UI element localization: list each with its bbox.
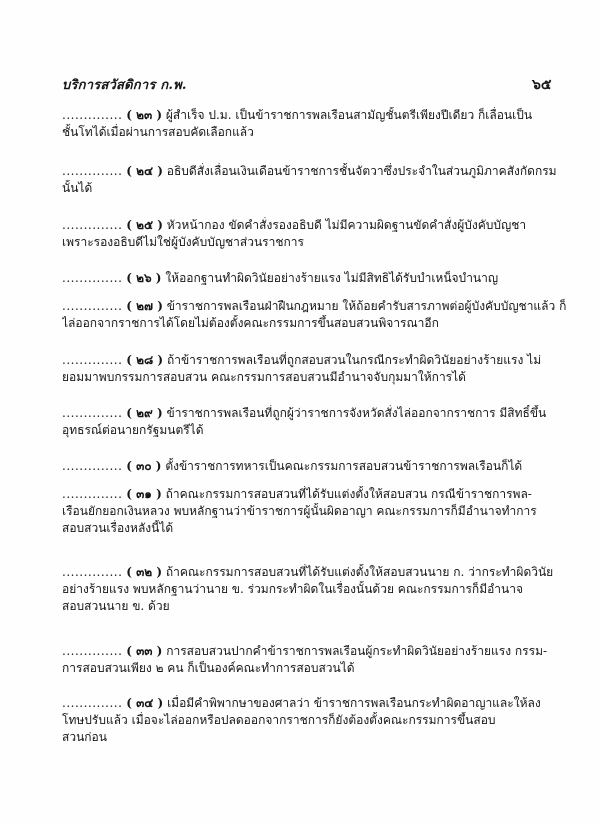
item-first-line <box>62 486 580 503</box>
question-item-29 <box>62 405 580 439</box>
item-text: ให้ออกฐานทำผิดวินัยอย่างร้ายแรง ไม่มีสิทธิได้รับบำเหน็จบำนาญ <box>165 271 499 285</box>
item-number: ( ๓๒ ) <box>126 565 163 579</box>
question-item-27 <box>62 298 580 332</box>
question-item-25 <box>62 217 580 251</box>
item-text: ถ้าคณะกรรมการสอบสวนที่ได้รับแต่งตั้งให้สอบสวน กรณีข้าราชการพล- <box>165 487 532 501</box>
item-first-line <box>62 643 580 660</box>
item-text: ข้าราชการพลเรือนที่ถูกผู้ว่าราชการจังหวัดสั่งไล่ออกจากราชการ มีสิทธิ์ขึ้น <box>166 406 547 420</box>
item-number: ( ๓๑ ) <box>126 487 162 501</box>
answer-blank: .............. <box>62 299 123 313</box>
item-continuation: นั้นได้ <box>62 181 93 195</box>
answer-blank: .............. <box>62 218 123 232</box>
answer-blank: .............. <box>62 353 123 367</box>
item-continuation: อุทธรณ์ต่อนายกรัฐมนตรีได้ <box>62 423 204 437</box>
item-continuation: ไล่ออกจากราชการได้โดยไม่ต้องตั้งคณะกรรมการขึ้นสอบสวนพิจารณาอีก <box>62 316 439 330</box>
item-number: ( ๒๘ ) <box>126 353 164 367</box>
item-continuation: โทษปรับแล้ว เมื่อจะไล่ออกหรือปลดออกจากราชการก็ยังต้องตั้งคณะกรรมการขึ้นสอบ <box>62 713 496 727</box>
answer-blank: .............. <box>62 644 123 658</box>
item-continuation: เพราะรองอธิบดีไม่ใช่ผู้บังคับบัญชาส่วนราชการ <box>62 235 304 249</box>
question-item-23 <box>62 107 580 141</box>
item-text: ตั้งข้าราชการทหารเป็นคณะกรรมการสอบสวนข้าราชการพลเรือนก็ได้ <box>165 459 523 473</box>
item-number: ( ๓๓ ) <box>126 644 163 658</box>
answer-blank: .............. <box>62 487 123 501</box>
item-continuation: การสอบสวนเพียง ๒ คน ก็เป็นองค์คณะทำการสอบสวนได้ <box>62 661 355 675</box>
item-first-line <box>62 107 580 124</box>
item-continuation: สวนก่อน <box>62 730 107 744</box>
answer-blank: .............. <box>62 459 123 473</box>
answer-blank: .............. <box>62 406 123 420</box>
item-text: ผู้สำเร็จ ป.ม. เป็นข้าราชการพลเรือนสามัญชั้นตรีเพียงปีเดียว ก็เลื่อนเป็น <box>165 108 533 122</box>
item-first-line <box>62 163 580 180</box>
item-continuation: เรือนยักยอกเงินหลวง พบหลักฐานว่าข้าราชการผู้นั้นผิดอาญา คณะกรรมการก็มีอำนาจทำการ <box>62 504 537 518</box>
item-first-line <box>62 695 580 712</box>
answer-blank: .............. <box>62 108 123 122</box>
item-number: ( ๒๖ ) <box>126 271 162 285</box>
item-first-line <box>62 352 580 369</box>
item-text: การสอบสวนปากคำข้าราชการพลเรือนผู้กระทำผิดวินัยอย่างร้ายแรง กรรม- <box>166 644 548 658</box>
item-number: ( ๓๐ ) <box>126 459 162 473</box>
item-number: ( ๒๗ ) <box>126 299 163 313</box>
question-item-30 <box>62 458 580 475</box>
item-number: ( ๒๙ ) <box>126 406 163 420</box>
item-first-line <box>62 458 580 475</box>
question-item-33 <box>62 643 580 677</box>
item-text: เมื่อมีคำพิพากษาของศาลว่า ข้าราชการพลเรือนกระทำผิดอาญาและให้ลง <box>167 696 541 710</box>
item-text: ถ้าข้าราชการพลเรือนที่ถูกสอบสวนในกรณีกระทำผิดวินัยอย่างร้ายแรง ไม่ <box>166 353 542 367</box>
item-first-line <box>62 298 580 315</box>
item-text: หัวหน้ากอง ขัดคำสั่งรองอธิบดี ไม่มีความผิดฐานขัดคำสั่งผู้บังคับบัญชา <box>166 218 527 232</box>
question-item-31 <box>62 486 580 537</box>
item-number: ( ๒๕ ) <box>126 218 163 232</box>
question-item-28 <box>62 352 580 386</box>
item-continuation: อย่างร้ายแรง พบหลักฐานว่านาย ข. ร่วมกระทำผิดในเรื่องนั้นด้วย คณะกรรมการก็มีอำนาจ <box>62 582 524 596</box>
answer-blank: .............. <box>62 271 123 285</box>
item-first-line <box>62 217 580 234</box>
item-text: ข้าราชการพลเรือนฝ่าฝืนกฎหมาย ให้ถ้อยคำรับสารภาพต่อผู้บังคับบัญชาแล้ว ก็ <box>166 299 567 313</box>
item-first-line <box>62 405 580 422</box>
answer-blank: .............. <box>62 565 123 579</box>
item-continuation: ชั้นโทได้เมื่อผ่านการสอบคัดเลือกแล้ว <box>62 125 254 139</box>
answer-blank: .............. <box>62 696 123 710</box>
item-continuation: สอบสวนนาย ข. ด้วย <box>62 599 170 613</box>
answer-blank: .............. <box>62 164 123 178</box>
question-item-34 <box>62 695 580 746</box>
page-number: ๖๕ <box>532 77 552 93</box>
running-header-title: บริการสวัสดิการ ก.พ. <box>62 78 187 93</box>
question-item-32 <box>62 564 580 615</box>
item-text: ถ้าคณะกรรมการสอบสวนที่ได้รับแต่งตั้งให้สอบสวนนาย ก. ว่ากระทำผิดวินัย <box>165 565 554 579</box>
item-continuation: ยอมมาพบกรรมการสอบสวน คณะกรรมการสอบสวนมีอำนาจจับกุมมาให้การได้ <box>62 370 466 384</box>
question-item-26 <box>62 270 580 287</box>
item-number: ( ๒๔ ) <box>126 164 163 178</box>
item-text: อธิบดีสั่งเลื่อนเงินเดือนข้าราชการชั้นจัตวาซึ่งประจำในส่วนภูมิภาคสังกัดกรม <box>166 164 557 178</box>
item-first-line <box>62 270 580 287</box>
item-number: ( ๓๔ ) <box>126 696 164 710</box>
item-number: ( ๒๓ ) <box>126 108 163 122</box>
item-continuation: สอบสวนเรื่องหลังนี้ได้ <box>62 521 174 535</box>
item-first-line <box>62 564 580 581</box>
question-item-24 <box>62 163 580 197</box>
